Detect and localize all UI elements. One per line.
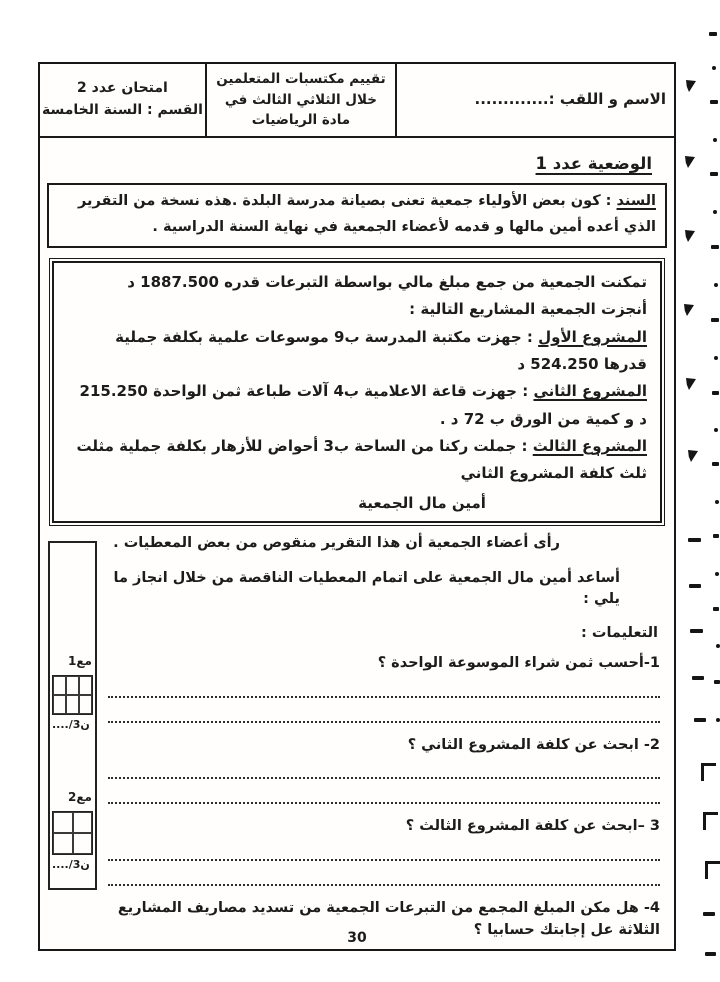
answer-line bbox=[108, 675, 660, 698]
exam-title: تقييم مكتسبات المتعلمين خلال الثلاثي الثالث في مادة الرياضيات bbox=[216, 70, 386, 129]
binding-mark bbox=[716, 718, 720, 722]
binding-mark bbox=[709, 32, 717, 36]
question-2: 2- ابحث عن كلفة المشروع الثاني ؟ bbox=[407, 736, 660, 753]
report-line-text: : جهزت قاعة الاعلامية ب4 آلات طباعة ثمن الواحدة 215.250 د و كمية من الورق ب 72 د . bbox=[79, 382, 647, 428]
student-name-label: الاسم و اللقب :............. bbox=[474, 90, 666, 109]
report-box bbox=[52, 261, 662, 523]
answer-line bbox=[108, 756, 660, 779]
binding-mark bbox=[712, 462, 719, 466]
answer-line bbox=[108, 779, 660, 804]
binding-mark bbox=[694, 718, 706, 722]
binding-mark bbox=[715, 572, 719, 576]
binding-mark bbox=[713, 534, 719, 538]
binding-mark bbox=[710, 172, 718, 176]
score-grid-2 bbox=[52, 811, 93, 855]
binding-mark bbox=[686, 378, 696, 390]
criterion-2-score: ..../3ن bbox=[52, 858, 90, 871]
binding-mark bbox=[713, 607, 719, 611]
binding-mark bbox=[712, 391, 719, 395]
report-line bbox=[67, 378, 647, 433]
exam-info-cell bbox=[40, 64, 205, 136]
binding-mark bbox=[715, 500, 719, 504]
report-line-label: المشروع الثاني bbox=[533, 382, 647, 401]
report-line bbox=[67, 269, 647, 296]
criterion-2-label: مع2 bbox=[68, 790, 92, 804]
header-table bbox=[40, 64, 674, 138]
exam-number: امتحان عدد 2 bbox=[77, 80, 168, 97]
binding-mark bbox=[705, 952, 716, 956]
task-line: أساعد أمين مال الجمعية على اتمام المعطيات الناقصة من خلال انجاز ما يلي : bbox=[113, 569, 620, 608]
binding-mark bbox=[686, 80, 696, 92]
binding-mark bbox=[684, 304, 694, 316]
binding-mark bbox=[712, 66, 716, 70]
binding-mark bbox=[714, 428, 718, 432]
binding-mark bbox=[714, 283, 718, 287]
answer-line bbox=[108, 838, 660, 861]
report-line bbox=[67, 324, 647, 379]
student-name-field bbox=[395, 64, 674, 136]
answer-line bbox=[108, 861, 660, 886]
binding-mark bbox=[688, 538, 701, 542]
binding-mark bbox=[716, 644, 720, 648]
question-4: 4- هل مكن المبلغ المجمع من التبرعات الجمعية من تسديد مصاريف المشاريع الثلاثة عل إجابتك حسابيا ؟ bbox=[117, 899, 660, 938]
binding-mark bbox=[714, 680, 720, 684]
report-line-text: : جملت ركنا من الساحة ب3 أحواض للأزهار بكلفة جملية مثلت ثلث كلفة المشروع الثاني bbox=[76, 436, 647, 483]
question-1: 1-أحسب ثمن شراء الموسوعة الواحدة ؟ bbox=[377, 655, 660, 672]
answer-line bbox=[108, 698, 660, 723]
questions-section bbox=[52, 531, 660, 942]
binding-mark bbox=[713, 210, 717, 214]
criterion-1-label: مع1 bbox=[68, 654, 92, 668]
support-box bbox=[47, 183, 667, 248]
score-grid-1 bbox=[52, 675, 93, 715]
binding-mark bbox=[701, 763, 716, 781]
report-line-text: : جهزت مكتبة المدرسة ب9 موسوعات علمية بكلفة جملية قدرها 524.250 د bbox=[115, 327, 647, 374]
binding-mark bbox=[690, 629, 703, 633]
report-line bbox=[67, 433, 647, 488]
binding-mark bbox=[689, 584, 701, 588]
page-number: 30 bbox=[347, 930, 367, 946]
binding-mark bbox=[685, 156, 695, 168]
support-text: : كون بعض الأولياء جمعية تعنى بصيانة مدرسة البلدة .هذه نسخة من التقرير الذي أعده أمين مالها و قدمه لأعضاء الجمعية في نهاية السنة الدراسية . bbox=[78, 193, 656, 236]
treasurer-signature: أمين مال الجمعية bbox=[358, 493, 486, 512]
binding-mark bbox=[705, 861, 720, 879]
report-line-text: أنجزت الجمعية المشاريع التالية : bbox=[409, 300, 647, 319]
report-line-label: المشروع الأول bbox=[538, 327, 647, 346]
criteria-box bbox=[48, 541, 97, 890]
situation-heading: الوضعية عدد 1 bbox=[535, 154, 652, 173]
question-3: 3 –ابحث عن كلفة المشروع الثالث ؟ bbox=[405, 818, 660, 835]
binding-mark bbox=[713, 138, 717, 142]
report-line-label: المشروع الثالث bbox=[532, 436, 647, 455]
support-label: السند bbox=[616, 193, 656, 209]
binding-mark bbox=[703, 812, 718, 830]
binding-mark bbox=[703, 912, 715, 916]
class-level: القسم : السنة الخامسة bbox=[42, 102, 203, 118]
binding-mark bbox=[710, 100, 718, 104]
exam-title-cell bbox=[205, 64, 395, 136]
binding-mark bbox=[711, 318, 719, 322]
binding-mark bbox=[711, 245, 719, 249]
binding-mark bbox=[685, 230, 695, 242]
binding-mark bbox=[692, 676, 704, 680]
binding-mark bbox=[714, 356, 718, 360]
report-line bbox=[67, 296, 647, 323]
instructions-label: التعليمات : bbox=[581, 625, 658, 642]
report-line-text: تمكنت الجمعية من جمع مبلغ مالي بواسطة التبرعات قدره 1887.500 د bbox=[127, 273, 647, 292]
binding-mark bbox=[688, 450, 698, 462]
page-frame bbox=[38, 62, 676, 951]
criterion-1-score: ..../3ن bbox=[52, 718, 90, 731]
remark-line: رأى أعضاء الجمعية أن هذا التقرير منقوص من بعض المعطيات . bbox=[113, 534, 560, 551]
